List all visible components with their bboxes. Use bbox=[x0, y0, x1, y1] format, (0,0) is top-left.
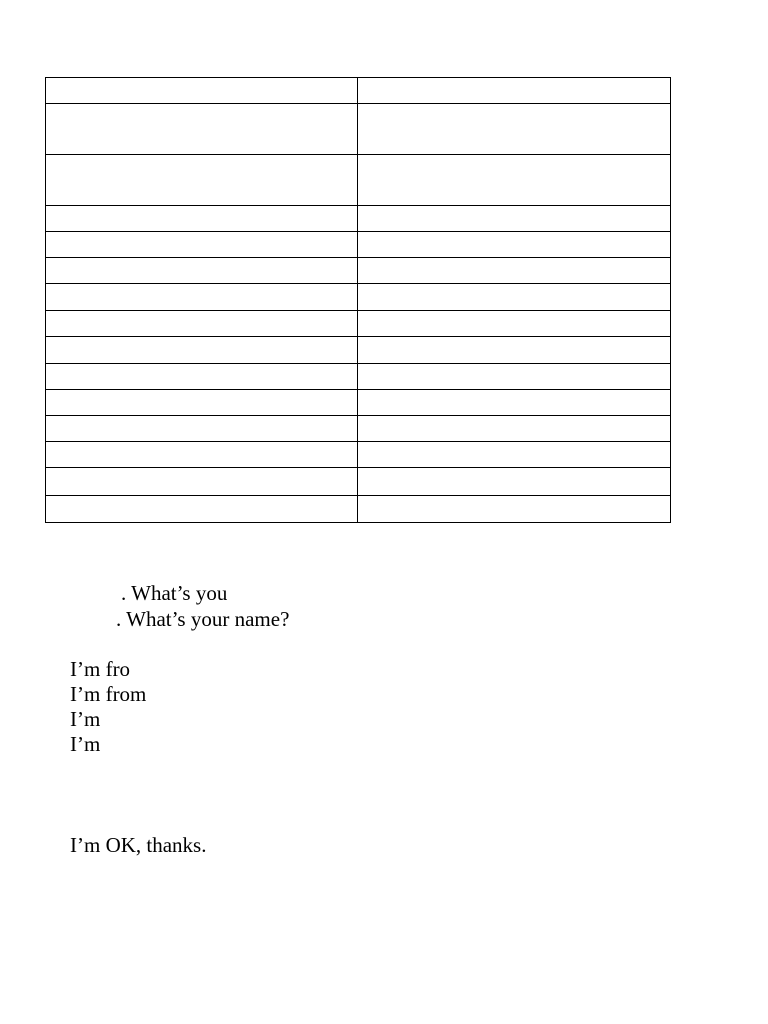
answer-line: I’m bbox=[70, 707, 101, 731]
answer-line: I’m bbox=[70, 732, 101, 756]
table-cell bbox=[46, 284, 358, 311]
table-cell bbox=[46, 364, 358, 390]
answer-line: I’m from bbox=[70, 682, 147, 706]
table-cell bbox=[358, 442, 671, 468]
table-cell bbox=[46, 496, 358, 523]
table-cell bbox=[358, 258, 671, 284]
table-cell bbox=[358, 104, 671, 155]
table-row bbox=[46, 364, 671, 390]
table-cell bbox=[46, 311, 358, 337]
table-cell bbox=[46, 78, 358, 104]
table-row bbox=[46, 496, 671, 523]
table-row bbox=[46, 416, 671, 442]
question-line: . What’s your name? bbox=[116, 607, 290, 631]
table-cell bbox=[358, 337, 671, 364]
table-cell bbox=[358, 364, 671, 390]
table-row bbox=[46, 337, 671, 364]
table-cell bbox=[46, 155, 358, 206]
table-cell bbox=[358, 284, 671, 311]
table-cell bbox=[358, 78, 671, 104]
table-row bbox=[46, 206, 671, 232]
table-cell bbox=[358, 155, 671, 206]
table-cell bbox=[358, 206, 671, 232]
table-cell bbox=[46, 390, 358, 416]
table-row bbox=[46, 442, 671, 468]
table-cell bbox=[46, 104, 358, 155]
table-cell bbox=[46, 232, 358, 258]
table-cell bbox=[358, 390, 671, 416]
table-row bbox=[46, 284, 671, 311]
table-row bbox=[46, 258, 671, 284]
table-row bbox=[46, 104, 671, 155]
table-row bbox=[46, 78, 671, 104]
table-row bbox=[46, 468, 671, 496]
table-cell bbox=[46, 442, 358, 468]
table-cell bbox=[358, 311, 671, 337]
table-cell bbox=[358, 468, 671, 496]
table-cell bbox=[46, 337, 358, 364]
table-cell bbox=[358, 416, 671, 442]
table-cell bbox=[46, 258, 358, 284]
table-cell bbox=[358, 496, 671, 523]
table-cell bbox=[46, 416, 358, 442]
worksheet-table bbox=[45, 77, 671, 523]
table-cell bbox=[358, 232, 671, 258]
question-line: . What’s you bbox=[121, 581, 228, 605]
table-cell bbox=[46, 206, 358, 232]
table-cell bbox=[46, 468, 358, 496]
table-row bbox=[46, 390, 671, 416]
answer-line: I’m fro bbox=[70, 657, 131, 681]
table-row bbox=[46, 311, 671, 337]
answer-line: I’m OK, thanks. bbox=[70, 833, 207, 857]
table-row bbox=[46, 232, 671, 258]
table-row bbox=[46, 155, 671, 206]
